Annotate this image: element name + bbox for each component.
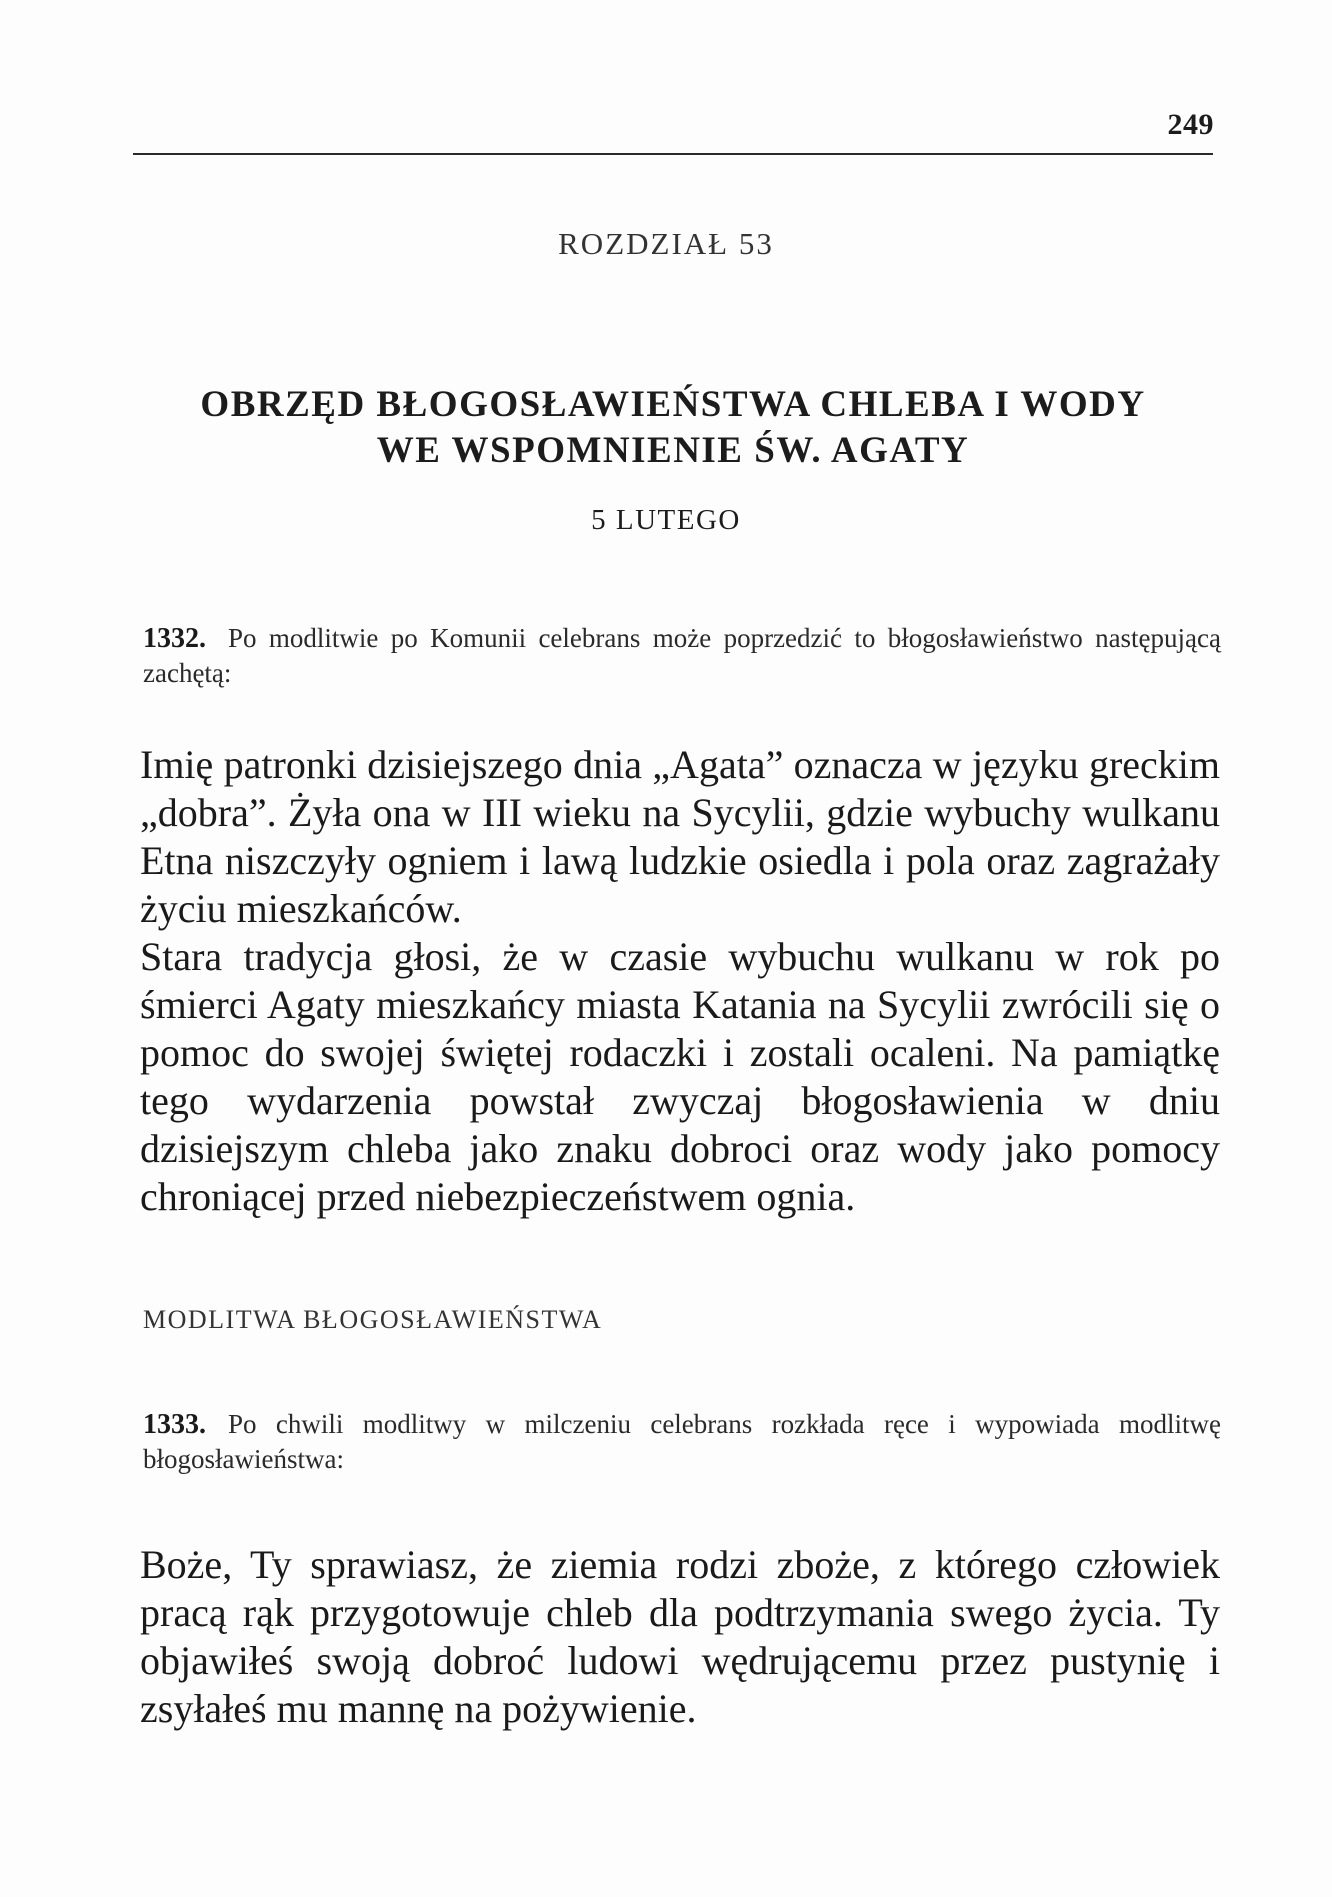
title-line-1: OBRZĘD BŁOGOSŁAWIEŃSTWA CHLEBA I WODY [200,384,1146,425]
title-line-2: WE WSPOMNIENIE ŚW. AGATY [376,430,970,471]
rubric-text: Po modlitwie po Komunii celebrans może poprzedzić to błogosławieństwo następującą zachętą: [143,623,1221,688]
prayer-text [140,1541,1220,1733]
rubric-1332 [143,621,1221,690]
paragraph-number: 1332. [143,623,206,654]
prayer-paragraph: Boże, Ty sprawiasz, że ziemia rodzi zboże, z którego człowiek pracą rąk przygotowuje chleb dla podtrzymania swego życia. Ty objawiłeś swoją dobroć ludowi wędrującemu przez pustynię i zsyłałeś mu mannę na pożywienie. [140,1542,1220,1731]
section-heading: MODLITWA BŁOGOSŁAWIEŃSTWA [143,1305,603,1334]
header-rule [133,153,1213,155]
rubric-text: Po chwili modlitwy w milczeniu celebrans rozkłada ręce i wypowiada modlitwę błogosławieństwa: [143,1409,1221,1474]
page-number: 249 [1167,108,1214,141]
chapter-label: ROZDZIAŁ 53 [558,226,774,261]
body-paragraph: Stara tradycja głosi, że w czasie wybuchu wulkanu w rok po śmierci Agaty mieszkańcy miasta Katania na Sycylii zwrócili się o pomoc do swojej świętej rodaczki i zostali ocaleni. Na pamiątkę tego wydarzenia powstał zwyczaj błogosławienia w dniu dzisiejszym chleba jako znaku dobroci oraz wody jako pomocy chroniącej przed niebezpieczeństwem ognia. [140,934,1220,1219]
introduction-text [140,741,1220,1221]
feast-date: 5 LUTEGO [591,504,741,536]
rubric-1333 [143,1407,1221,1476]
body-paragraph: Imię patronki dzisiejszego dnia „Agata” oznacza w języku greckim „dobra”. Żyła ona w III wieku na Sycylii, gdzie wybuchy wulkanu Etna niszczyły ogniem i lawą ludzkie osiedla i pola oraz zagrażały życiu mieszkańców. [140,742,1220,931]
page-title [133,382,1213,474]
paragraph-number: 1333. [143,1409,206,1440]
